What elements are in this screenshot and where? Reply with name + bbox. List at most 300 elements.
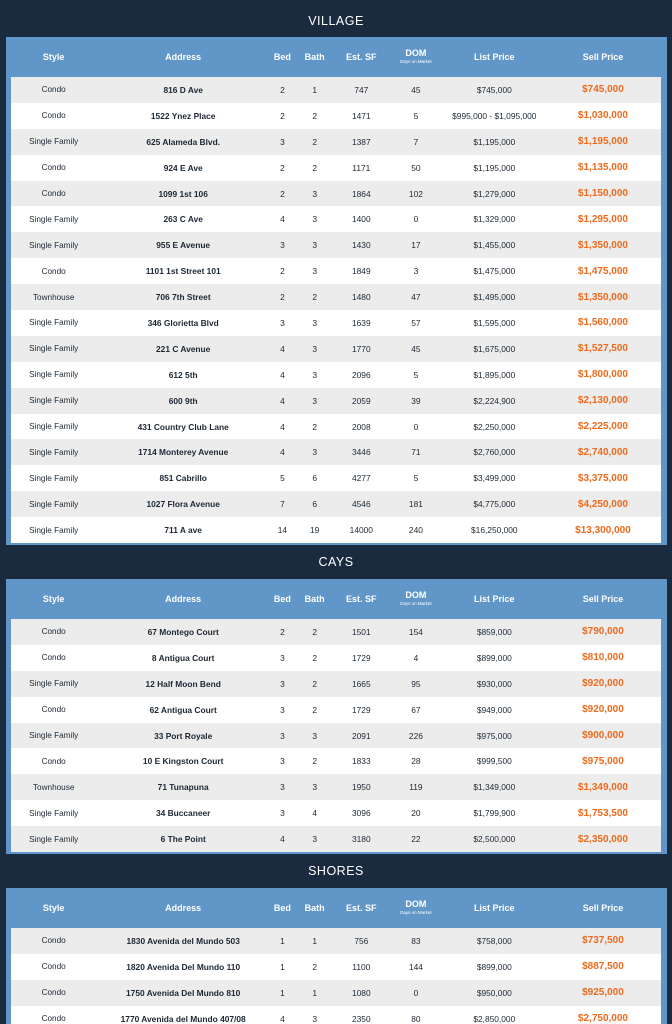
- cell-address: 346 Glorietta Blvd: [147, 317, 219, 328]
- cell-style: Condo: [41, 653, 66, 663]
- cell-sell: $900,000: [582, 730, 624, 742]
- cell-sell: $1,135,000: [577, 162, 628, 174]
- cell-sell: $887,500: [582, 961, 624, 973]
- cell-sf: 2350: [351, 1013, 371, 1024]
- header-sf: Est. SF: [346, 903, 377, 914]
- cell-bath: 3: [312, 730, 317, 741]
- cell-address: 10 E Kingston Court: [142, 756, 224, 767]
- table-row: [11, 619, 661, 645]
- cell-sf: 1833: [351, 756, 371, 767]
- cell-dom: 3: [413, 266, 419, 277]
- cell-address: 1522 Ynez Place: [150, 110, 216, 121]
- cell-bed: 14: [277, 525, 288, 536]
- cell-dom: 39: [411, 395, 421, 406]
- table-row: [11, 1006, 661, 1024]
- cell-address: 12 Half Moon Bend: [145, 678, 221, 689]
- cell-style: Single Family: [29, 396, 79, 406]
- cell-address: 1099 1st 106: [158, 188, 208, 199]
- header-list: List Price: [474, 903, 515, 914]
- header-dom-label: DOM: [405, 900, 427, 910]
- cell-address: 1750 Avenida Del Mundo 810: [126, 987, 241, 998]
- cell-sell: $1,475,000: [577, 265, 628, 277]
- cell-sell: $1,295,000: [577, 213, 628, 225]
- cell-list: $999,500: [476, 756, 512, 767]
- cell-list: $1,349,000: [473, 782, 516, 793]
- listing-table: [6, 579, 667, 854]
- cell-list: $2,500,000: [473, 834, 516, 845]
- cell-dom: 102: [408, 188, 423, 199]
- table-row: [11, 465, 661, 491]
- cell-style: Condo: [41, 988, 66, 998]
- table-row: [11, 517, 661, 543]
- cell-sell: $925,000: [582, 987, 624, 999]
- cell-address: 1770 Avenida del Mundo 407/08: [120, 1013, 246, 1024]
- cell-sf: 4277: [351, 473, 371, 484]
- cell-list: $1,329,000: [473, 214, 516, 225]
- cell-sf: 2059: [351, 395, 371, 406]
- cell-address: 34 Buccaneer: [155, 808, 211, 819]
- table-header-row: [11, 579, 661, 619]
- cell-sf: 1480: [351, 292, 371, 303]
- cell-sell: $2,130,000: [577, 395, 628, 407]
- cell-address: 600 9th: [168, 395, 198, 406]
- cell-style: Condo: [41, 962, 66, 972]
- table-row: [11, 181, 661, 207]
- cell-list: $899,000: [476, 961, 512, 972]
- cell-sell: $745,000: [582, 84, 624, 96]
- cell-sf: 2091: [351, 730, 371, 741]
- cell-sell: $920,000: [582, 704, 624, 716]
- section-title: CAYS: [318, 555, 354, 570]
- cell-list: $1,195,000: [473, 162, 516, 173]
- table-row: [11, 414, 661, 440]
- cell-dom: 45: [411, 343, 421, 354]
- table-row: [11, 232, 661, 258]
- cell-bath: 19: [310, 525, 320, 536]
- header-dom-sublabel: Days on Market: [400, 601, 432, 607]
- cell-sf: 14000: [349, 525, 373, 536]
- header-bed: Bed: [273, 594, 291, 605]
- cell-bath: 2: [312, 678, 317, 689]
- cell-dom: 28: [411, 756, 421, 767]
- cell-bed: 2: [280, 188, 285, 199]
- cell-list: $3,499,000: [473, 473, 516, 484]
- cell-bed: 3: [280, 240, 285, 251]
- cell-dom: 7: [413, 136, 419, 147]
- cell-sf: 1864: [351, 188, 371, 199]
- cell-style: Townhouse: [32, 292, 75, 302]
- cell-dom: 83: [411, 935, 421, 946]
- cell-bath: 1: [312, 84, 317, 95]
- cell-bath: 2: [312, 162, 317, 173]
- header-bed: Bed: [273, 903, 291, 914]
- cell-dom: 0: [413, 421, 419, 432]
- cell-sell: $810,000: [582, 652, 624, 664]
- cell-bed: 3: [280, 808, 285, 819]
- table-row: [11, 980, 661, 1006]
- cell-sf: 1729: [351, 704, 371, 715]
- cell-bed: 3: [280, 704, 285, 715]
- table-row: [11, 258, 661, 284]
- cell-bed: 7: [280, 499, 285, 510]
- header-dom: [388, 900, 444, 916]
- cell-style: Condo: [41, 189, 66, 198]
- header-bath: Bath: [304, 594, 325, 605]
- cell-style: Single Family: [29, 370, 79, 380]
- section-title: SHORES: [308, 864, 364, 879]
- cell-bath: 2: [312, 110, 317, 121]
- cell-address: 851 Cabrillo: [159, 473, 207, 484]
- cell-list: $1,799,900: [473, 808, 516, 819]
- header-bed: Bed: [273, 52, 291, 62]
- cell-bath: 3: [312, 447, 317, 458]
- cell-sf: 1171: [352, 162, 371, 173]
- table-row: [11, 954, 661, 980]
- header-style: Style: [42, 594, 65, 605]
- cell-style: Condo: [41, 163, 66, 173]
- cell-bed: 4: [280, 421, 285, 432]
- cell-sf: 1430: [351, 240, 371, 251]
- cell-bath: 4: [312, 808, 317, 819]
- cell-sf: 4546: [351, 499, 371, 510]
- header-style: Style: [42, 903, 65, 914]
- cell-sf: 1665: [351, 678, 371, 689]
- cell-list: $950,000: [476, 987, 512, 998]
- header-bath: Bath: [304, 903, 325, 914]
- cell-dom: 226: [408, 730, 423, 741]
- table-row: [11, 284, 661, 310]
- header-sf: Est. SF: [346, 52, 377, 62]
- table-row: [11, 129, 661, 155]
- cell-bed: 2: [280, 266, 285, 277]
- cell-style: Single Family: [29, 834, 79, 844]
- cell-dom: 20: [411, 808, 421, 819]
- cell-sell: $1,350,000: [577, 239, 628, 251]
- cell-list: $930,000: [476, 678, 512, 689]
- cell-bed: 2: [280, 110, 285, 121]
- cell-dom: 0: [413, 214, 419, 225]
- cell-dom: 144: [408, 961, 423, 972]
- cell-sell: $920,000: [582, 678, 624, 690]
- cell-bath: 1: [312, 987, 317, 998]
- cell-bath: 2: [312, 421, 317, 432]
- cell-list: $4,775,000: [473, 499, 516, 510]
- cell-sf: 1849: [351, 266, 371, 277]
- cell-style: Single Family: [29, 344, 79, 354]
- cell-list: $899,000: [476, 652, 512, 663]
- table-row: [11, 928, 661, 954]
- cell-address: 711 A ave: [164, 525, 202, 536]
- table-row: [11, 697, 661, 723]
- table-header-row: [11, 37, 661, 77]
- cell-address: 612 5th: [168, 369, 198, 380]
- cell-bath: 3: [312, 1013, 317, 1024]
- cell-bed: 4: [280, 834, 285, 845]
- cell-bed: 5: [280, 473, 285, 484]
- cell-bath: 3: [312, 317, 317, 328]
- cell-bed: 1: [280, 961, 285, 972]
- cell-list: $1,895,000: [473, 369, 516, 380]
- cell-sf: 3096: [351, 808, 371, 819]
- table-row: [11, 723, 661, 749]
- cell-bed: 3: [280, 652, 285, 663]
- cell-style: Single Family: [29, 137, 79, 147]
- cell-bath: 2: [312, 961, 317, 972]
- cell-dom: 154: [408, 626, 423, 637]
- cell-dom: 50: [411, 162, 421, 173]
- cell-sell: $1,150,000: [577, 188, 628, 199]
- cell-sell: $2,750,000: [577, 1013, 628, 1024]
- cell-dom: 5: [413, 369, 419, 380]
- listing-table: [6, 37, 667, 545]
- cell-style: Single Family: [29, 473, 79, 483]
- cell-sell: $1,030,000: [577, 110, 628, 122]
- cell-address: 33 Port Royale: [154, 730, 213, 741]
- cell-bed: 4: [280, 214, 285, 225]
- header-address: Address: [165, 903, 202, 914]
- cell-address: 1101 1st Street 101: [145, 266, 221, 277]
- cell-dom: 22: [411, 834, 421, 845]
- header-sell: Sell Price: [582, 52, 624, 62]
- cell-sell: $1,349,000: [577, 781, 628, 793]
- cell-dom: 181: [408, 499, 423, 510]
- cell-address: 263 C Ave: [163, 214, 203, 225]
- table-header-row: [11, 888, 661, 928]
- cell-list: $1,495,000: [473, 292, 516, 303]
- cell-list: $1,595,000: [473, 317, 516, 328]
- cell-bed: 2: [280, 292, 285, 303]
- cell-bath: 2: [312, 626, 317, 637]
- header-dom-sublabel: Days on Market: [400, 59, 432, 65]
- header-dom-sublabel: Days on Market: [400, 910, 432, 916]
- cell-style: Single Family: [29, 240, 79, 250]
- cell-sell: $2,225,000: [577, 421, 628, 433]
- cell-address: 71 Tunapuna: [157, 782, 209, 793]
- cell-bed: 3: [280, 317, 285, 328]
- cell-dom: 67: [411, 704, 421, 715]
- cell-bed: 3: [280, 730, 285, 741]
- cell-bed: 4: [280, 395, 285, 406]
- cell-sf: 1770: [351, 343, 371, 354]
- cell-sf: 1639: [351, 317, 371, 328]
- cell-sell: $4,250,000: [577, 498, 628, 510]
- table-row: [11, 103, 661, 129]
- cell-sell: $2,350,000: [577, 833, 628, 845]
- cell-style: Condo: [41, 705, 66, 715]
- cell-sell: $1,753,500: [577, 807, 628, 819]
- cell-sell: $2,740,000: [577, 446, 628, 458]
- header-dom-label: DOM: [405, 591, 427, 601]
- cell-sf: 1729: [351, 652, 371, 663]
- cell-dom: 57: [411, 317, 421, 328]
- cell-address: 1714 Monterey Avenue: [138, 447, 229, 458]
- cell-list: $1,279,000: [473, 188, 516, 199]
- header-dom-stack: [388, 900, 444, 916]
- cell-bed: 4: [280, 369, 285, 380]
- header-dom: [388, 591, 444, 607]
- header-dom: [388, 49, 444, 65]
- cell-address: 8 Antigua Court: [151, 652, 215, 663]
- cell-sell: $975,000: [582, 755, 624, 767]
- cell-style: Condo: [41, 85, 66, 95]
- cell-address: 955 E Avenue: [156, 240, 211, 251]
- cell-bath: 2: [312, 756, 317, 767]
- table-row: [11, 336, 661, 362]
- cell-sell: $1,350,000: [577, 291, 628, 303]
- cell-list: $758,000: [476, 935, 512, 946]
- header-sell: Sell Price: [582, 594, 624, 605]
- table-row: [11, 774, 661, 800]
- header-list: List Price: [474, 52, 515, 62]
- cell-list: $745,000: [476, 84, 512, 95]
- header-address: Address: [165, 52, 202, 62]
- cell-list: $975,000: [476, 730, 512, 741]
- cell-dom: 45: [411, 84, 421, 95]
- cell-list: $2,760,000: [473, 447, 516, 458]
- header-style: Style: [42, 52, 65, 62]
- cell-dom: 95: [411, 678, 421, 689]
- cell-list: $2,850,000: [473, 1013, 516, 1024]
- cell-sf: 756: [354, 935, 369, 946]
- cell-sf: 1471: [351, 110, 371, 121]
- cell-sf: 1080: [351, 987, 371, 998]
- cell-style: Condo: [41, 266, 66, 276]
- cell-bed: 2: [280, 626, 285, 637]
- cell-bed: 4: [280, 343, 285, 354]
- table-row: [11, 388, 661, 414]
- cell-sf: 747: [354, 84, 369, 95]
- cell-style: Single Family: [29, 499, 79, 509]
- cell-bath: 3: [312, 395, 317, 406]
- cell-sf: 1400: [351, 214, 371, 225]
- cell-style: Single Family: [29, 214, 79, 224]
- cell-sell: $13,300,000: [575, 524, 631, 536]
- cell-style: Condo: [41, 111, 66, 121]
- table-row: [11, 362, 661, 388]
- cell-sell: $790,000: [582, 626, 624, 638]
- cell-style: Single Family: [29, 731, 79, 741]
- cell-dom: 4: [413, 652, 419, 663]
- table-row: [11, 748, 661, 774]
- cell-style: Single Family: [29, 679, 79, 689]
- cell-sf: 1950: [351, 782, 371, 793]
- cell-bath: 3: [312, 266, 317, 277]
- cell-dom: 240: [408, 525, 423, 536]
- cell-bed: 1: [280, 987, 285, 998]
- cell-bath: 3: [312, 782, 317, 793]
- cell-dom: 80: [411, 1013, 421, 1024]
- cell-sell: $737,500: [582, 935, 624, 947]
- cell-bath: 3: [312, 834, 317, 845]
- cell-sell: $1,560,000: [577, 317, 628, 329]
- cell-bath: 6: [312, 473, 317, 484]
- cell-style: Single Family: [29, 318, 79, 328]
- cell-style: Condo: [41, 627, 66, 637]
- cell-bed: 4: [280, 1013, 285, 1024]
- cell-sf: 1387: [351, 136, 371, 147]
- cell-list: $2,224,900: [473, 395, 516, 406]
- table-row: [11, 310, 661, 336]
- header-list: List Price: [474, 594, 515, 605]
- cell-bed: 3: [280, 136, 285, 147]
- cell-address: 1820 Avenida Del Mundo 110: [126, 961, 241, 972]
- cell-style: Single Family: [29, 525, 79, 535]
- cell-style: Single Family: [29, 447, 79, 457]
- cell-address: 1027 Flora Avenue: [146, 499, 220, 510]
- cell-dom: 0: [413, 987, 419, 998]
- cell-bath: 2: [312, 652, 317, 663]
- cell-sf: 2008: [351, 421, 371, 432]
- cell-style: Single Family: [29, 422, 79, 432]
- cell-dom: 71: [411, 447, 421, 458]
- cell-sell: $3,375,000: [577, 472, 628, 484]
- section-title: VILLAGE: [308, 13, 364, 28]
- cell-address: 221 C Avenue: [156, 343, 211, 354]
- cell-bath: 2: [312, 136, 317, 147]
- cell-bed: 2: [280, 84, 285, 95]
- cell-list: $1,455,000: [473, 240, 516, 251]
- cell-address: 6 The Point: [160, 834, 206, 845]
- cell-bath: 3: [312, 214, 317, 225]
- cell-address: 706 7th Street: [155, 292, 211, 303]
- listing-table: [6, 888, 667, 1024]
- cell-sf: 1100: [352, 961, 371, 972]
- cell-sell: $1,800,000: [577, 369, 628, 381]
- cell-list: $1,475,000: [473, 266, 516, 277]
- cell-dom: 119: [409, 782, 423, 793]
- cell-address: 625 Alameda Blvd.: [146, 136, 221, 147]
- cell-dom: 5: [413, 110, 419, 121]
- cell-bath: 3: [312, 343, 317, 354]
- header-sf: Est. SF: [346, 594, 377, 605]
- cell-address: 431 Country Club Lane: [137, 421, 229, 432]
- cell-style: Condo: [41, 936, 66, 946]
- cell-bath: 3: [312, 240, 317, 251]
- cell-list: $995,000 - $1,095,000: [452, 110, 537, 121]
- table-row: [11, 671, 661, 697]
- cell-address: 924 E Ave: [163, 162, 203, 173]
- cell-list: $1,675,000: [473, 343, 516, 354]
- header-bath: Bath: [304, 52, 325, 62]
- cell-sell: $1,527,500: [577, 343, 628, 355]
- cell-dom: 17: [411, 240, 421, 251]
- cell-bath: 3: [312, 369, 317, 380]
- cell-address: 67 Montego Court: [147, 626, 219, 637]
- cell-bath: 2: [312, 704, 317, 715]
- cell-list: $949,000: [476, 704, 512, 715]
- cell-style: Single Family: [29, 808, 79, 818]
- cell-style: Condo: [41, 1014, 66, 1024]
- cell-sf: 2096: [351, 369, 371, 380]
- table-row: [11, 826, 661, 852]
- table-row: [11, 155, 661, 181]
- cell-bed: 1: [280, 935, 285, 946]
- cell-bed: 3: [280, 782, 285, 793]
- cell-address: 816 D Ave: [163, 84, 203, 95]
- cell-style: Townhouse: [32, 782, 75, 792]
- table-row: [11, 77, 661, 103]
- header-address: Address: [165, 594, 202, 605]
- header-dom-label: DOM: [405, 49, 427, 59]
- cell-address: 62 Antigua Court: [149, 704, 217, 715]
- header-sell: Sell Price: [582, 903, 624, 914]
- cell-list: $16,250,000: [471, 525, 518, 536]
- cell-bath: 6: [312, 499, 317, 510]
- table-row: [11, 645, 661, 671]
- cell-sf: 3180: [351, 834, 371, 845]
- cell-sell: $1,195,000: [577, 136, 628, 148]
- table-row: [11, 800, 661, 826]
